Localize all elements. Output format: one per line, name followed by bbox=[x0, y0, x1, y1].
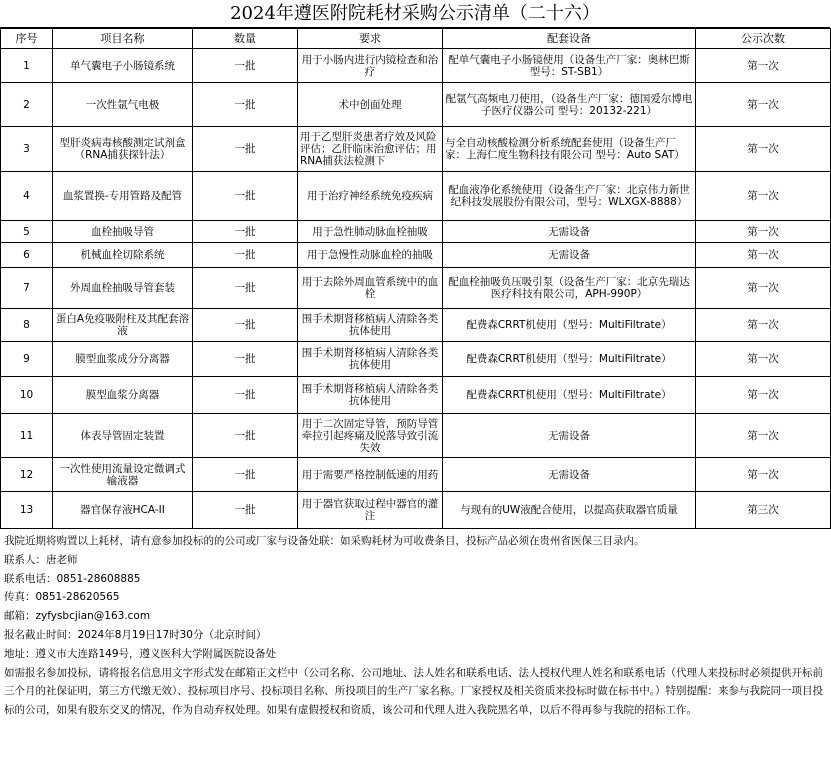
cell-qty: 一批 bbox=[193, 342, 298, 377]
cell-req: 用于需要严格控制低速的用药 bbox=[298, 458, 443, 492]
contact-email: 邮箱：zyfysbcjian@163.com bbox=[4, 610, 151, 623]
cell-req: 用于急慢性动脉血栓的抽吸 bbox=[298, 243, 443, 268]
cell-name: 器官保存液HCA-II bbox=[53, 492, 193, 529]
cell-no: 2 bbox=[1, 83, 53, 127]
cell-no: 6 bbox=[1, 243, 53, 268]
cell-req: 术中创面处理 bbox=[298, 83, 443, 127]
announcement-footer bbox=[0, 529, 830, 720]
table-row bbox=[1, 127, 831, 172]
cell-name: 膜型血浆成分分离器 bbox=[53, 342, 193, 377]
registration-notice: 如需报名参加投标，请将报名信息用文字形式发在邮箱正文栏中（公司名称、公司地址、法人姓名和联系电话、法人授权代理人姓名和联系电话（代理人来投标时必须提供开标前三个月的社保证明，第三方代缴无效）、投标项目序号、投标项目名称、所投项目的生产厂家名称。厂家授权及相关资质来投标时做在标书中。）特别提醒：来参与我院同一项目投标的公司，如果有股东交叉的情况，作为自动弃权处理。如果有虚假授权和资质，该公司和代理人进入我院黑名单，以后不得再参与我院的招标工作。 bbox=[4, 666, 823, 717]
table-row bbox=[1, 83, 831, 127]
cell-equip: 配费森CRRT机使用（型号：MultiFiltrate） bbox=[443, 309, 696, 342]
cell-req: 围手术期肾移植病人清除各类抗体使用 bbox=[298, 377, 443, 414]
cell-qty: 一批 bbox=[193, 414, 298, 458]
cell-qty: 一批 bbox=[193, 243, 298, 268]
table-row bbox=[1, 243, 831, 268]
cell-no: 5 bbox=[1, 221, 53, 243]
cell-no: 8 bbox=[1, 309, 53, 342]
cell-name: 血浆置换-专用管路及配管 bbox=[53, 172, 193, 221]
cell-times: 第一次 bbox=[696, 127, 831, 172]
cell-equip: 配氩气高频电刀使用，（设备生产厂家：德国爱尔博电子医疗仪器公司 型号：20132-221） bbox=[443, 83, 696, 127]
contact-fax: 传真：0851-28620565 bbox=[4, 591, 120, 604]
header-qty: 数量 bbox=[193, 29, 298, 49]
cell-no: 9 bbox=[1, 342, 53, 377]
cell-qty: 一批 bbox=[193, 309, 298, 342]
cell-qty: 一批 bbox=[193, 492, 298, 529]
cell-equip: 配费森CRRT机使用（型号：MultiFiltrate） bbox=[443, 377, 696, 414]
cell-name: 体表导管固定装置 bbox=[53, 414, 193, 458]
cell-name: 一次性使用流量设定微调式输液器 bbox=[53, 458, 193, 492]
cell-equip: 与现有的UW液配合使用，以提高获取器官质量 bbox=[443, 492, 696, 529]
cell-no: 11 bbox=[1, 414, 53, 458]
cell-qty: 一批 bbox=[193, 221, 298, 243]
cell-req: 用于急性肺动脉血栓抽吸 bbox=[298, 221, 443, 243]
table-row bbox=[1, 492, 831, 529]
cell-qty: 一批 bbox=[193, 49, 298, 83]
cell-qty: 一批 bbox=[193, 458, 298, 492]
cell-times: 第一次 bbox=[696, 377, 831, 414]
header-name: 项目名称 bbox=[53, 29, 193, 49]
cell-times: 第一次 bbox=[696, 172, 831, 221]
cell-no: 1 bbox=[1, 49, 53, 83]
cell-name: 机械血栓切除系统 bbox=[53, 243, 193, 268]
cell-no: 3 bbox=[1, 127, 53, 172]
cell-qty: 一批 bbox=[193, 377, 298, 414]
contact-address: 地址：遵义市大连路149号，遵义医科大学附属医院设备处 bbox=[4, 647, 277, 660]
cell-req: 用于去除外周血管系统中的血栓 bbox=[298, 268, 443, 309]
header-req: 要求 bbox=[298, 29, 443, 49]
table-row bbox=[1, 221, 831, 243]
table-header-row bbox=[1, 29, 831, 49]
cell-times: 第三次 bbox=[696, 492, 831, 529]
cell-req: 用于治疗神经系统免疫疾病 bbox=[298, 172, 443, 221]
cell-equip: 无需设备 bbox=[443, 414, 696, 458]
contact-person: 联系人：唐老师 bbox=[4, 553, 78, 566]
cell-no: 7 bbox=[1, 268, 53, 309]
table-row bbox=[1, 172, 831, 221]
cell-qty: 一批 bbox=[193, 172, 298, 221]
cell-req: 用于二次固定导管，预防导管牵拉引起疼痛及脱落导致引流失效 bbox=[298, 414, 443, 458]
procurement-table bbox=[0, 28, 831, 529]
contact-phone: 联系电话：0851-28608885 bbox=[4, 572, 141, 585]
cell-equip: 无需设备 bbox=[443, 458, 696, 492]
cell-equip: 配单气囊电子小肠镜使用（设备生产厂家：奥林巴斯 型号：ST-SB1） bbox=[443, 49, 696, 83]
cell-name: 型肝炎病毒核酸测定试剂盒（RNA捕获探针法） bbox=[53, 127, 193, 172]
cell-equip: 配血栓抽吸负压吸引泵（设备生产厂家：北京先瑞达医疗科技有限公司，APH-990P） bbox=[443, 268, 696, 309]
cell-name: 血栓抽吸导管 bbox=[53, 221, 193, 243]
cell-times: 第一次 bbox=[696, 342, 831, 377]
header-equip: 配套设备 bbox=[443, 29, 696, 49]
table-row bbox=[1, 414, 831, 458]
cell-name: 单气囊电子小肠镜系统 bbox=[53, 49, 193, 83]
cell-qty: 一批 bbox=[193, 83, 298, 127]
cell-equip: 配血液净化系统使用（设备生产厂家：北京伟力新世纪科技发展股份有限公司，型号：WLXGX-8888） bbox=[443, 172, 696, 221]
table-row bbox=[1, 309, 831, 342]
cell-times: 第一次 bbox=[696, 458, 831, 492]
table-row bbox=[1, 342, 831, 377]
cell-equip: 无需设备 bbox=[443, 221, 696, 243]
cell-no: 4 bbox=[1, 172, 53, 221]
cell-name: 膜型血浆分离器 bbox=[53, 377, 193, 414]
cell-times: 第一次 bbox=[696, 309, 831, 342]
cell-times: 第一次 bbox=[696, 221, 831, 243]
cell-no: 12 bbox=[1, 458, 53, 492]
cell-times: 第一次 bbox=[696, 243, 831, 268]
cell-equip: 配费森CRRT机使用（型号：MultiFiltrate） bbox=[443, 342, 696, 377]
table-row bbox=[1, 458, 831, 492]
cell-times: 第一次 bbox=[696, 414, 831, 458]
document-title: 2024年遵医附院耗材采购公示清单（二十六） bbox=[0, 0, 830, 28]
cell-no: 13 bbox=[1, 492, 53, 529]
table-row bbox=[1, 377, 831, 414]
cell-name: 外周血栓抽吸导管套装 bbox=[53, 268, 193, 309]
cell-equip: 与全自动核酸检测分析系统配套使用（设备生产厂家：上海仁度生物科技有限公司 型号：Auto SAT） bbox=[443, 127, 696, 172]
cell-req: 用于小肠内进行内镜检查和治疗 bbox=[298, 49, 443, 83]
table-row bbox=[1, 268, 831, 309]
header-no: 序号 bbox=[1, 29, 53, 49]
cell-req: 围手术期肾移植病人清除各类抗体使用 bbox=[298, 342, 443, 377]
cell-req: 用于乙型肝炎患者疗效及风险评估；乙肝临床治愈评估；用RNA捕获法检测下 bbox=[298, 127, 443, 172]
cell-times: 第一次 bbox=[696, 268, 831, 309]
cell-times: 第一次 bbox=[696, 49, 831, 83]
footer-intro: 我院近期将购置以上耗材，请有意参加投标的的公司或厂家与设备处联：如采购耗材为可收费条目，投标产品必须在贵州省医保三目录内。 bbox=[4, 535, 645, 547]
table-row bbox=[1, 49, 831, 83]
cell-equip: 无需设备 bbox=[443, 243, 696, 268]
cell-name: 一次性氩气电极 bbox=[53, 83, 193, 127]
cell-no: 10 bbox=[1, 377, 53, 414]
cell-name: 蛋白A免疫吸附柱及其配套溶液 bbox=[53, 309, 193, 342]
registration-deadline: 报名截止时间：2024年8月19日17时30分（北京时间） bbox=[4, 628, 267, 641]
cell-times: 第一次 bbox=[696, 83, 831, 127]
cell-req: 用于器官获取过程中器官的灌注 bbox=[298, 492, 443, 529]
cell-req: 围手术期肾移植病人清除各类抗体使用 bbox=[298, 309, 443, 342]
cell-qty: 一批 bbox=[193, 127, 298, 172]
header-times: 公示次数 bbox=[696, 29, 831, 49]
cell-qty: 一批 bbox=[193, 268, 298, 309]
